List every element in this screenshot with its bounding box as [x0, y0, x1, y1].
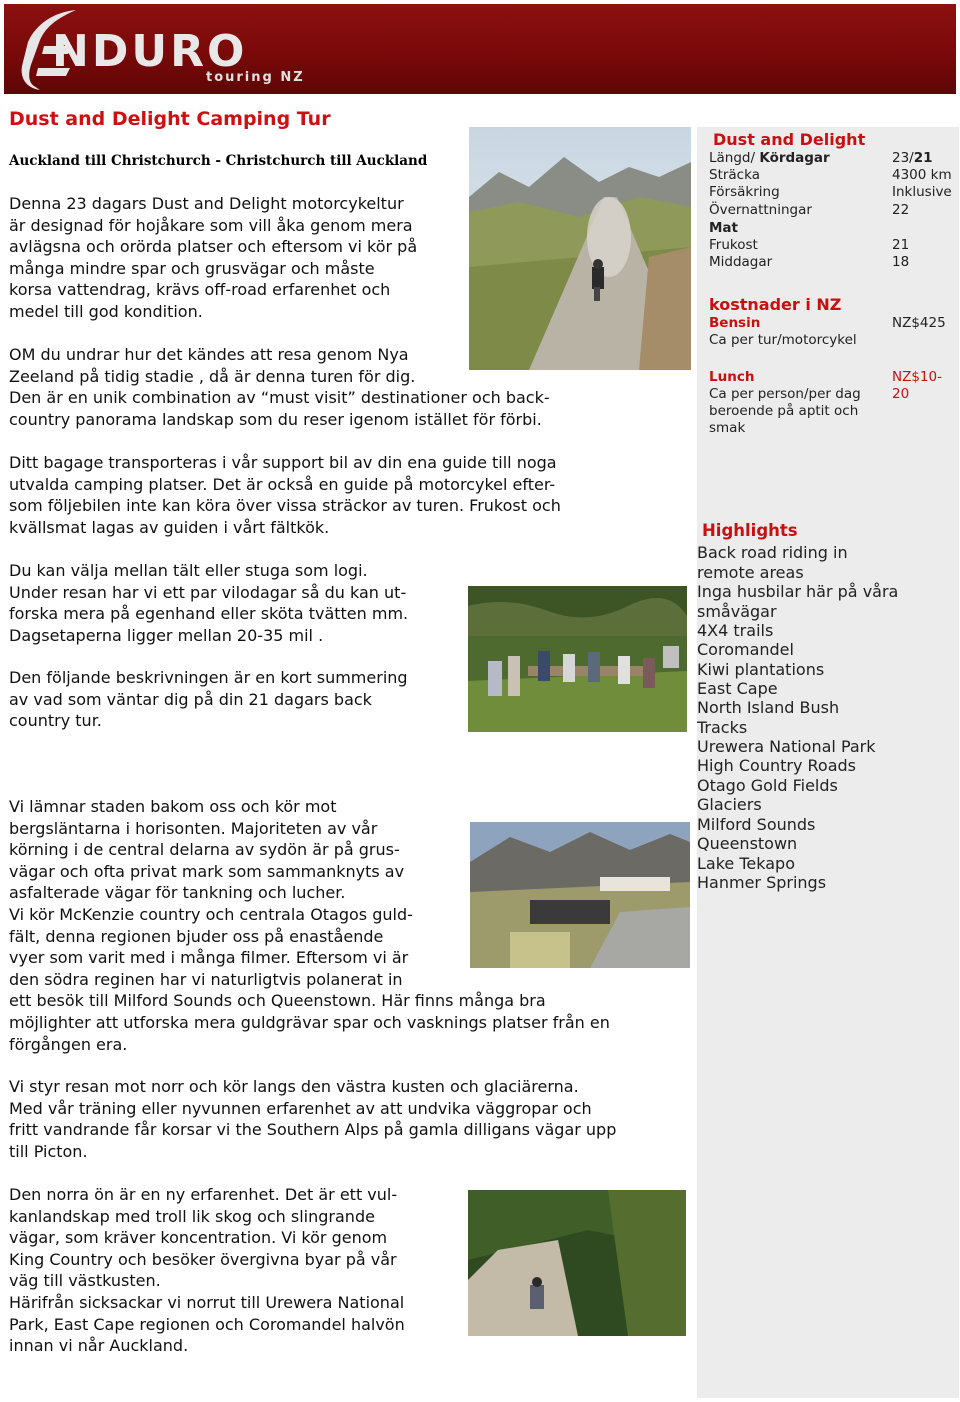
header-banner [4, 4, 956, 94]
early-nz-paragraph: OM du undrar hur det kändes att resa genom Nya Zeeland på tidig stadie , då är denna turen för dig. Den är en unik combination av “must visit” destinationer och back- country panorama landskap som du reser igenom istället för förbi. [9, 345, 550, 429]
info-row-length-value: 23/21 [892, 150, 933, 166]
highlight-item: High Country Roads [697, 756, 856, 775]
intro-paragraph: Denna 23 dagars Dust and Delight motorcykeltur är designad för hojåkare som vill åka genom mera avlägsna och orörda platser och eftersom vi kör på många mindre spar och grusvägar och måste korsa vattendrag, krävs off-road erfarenhet och medel till god kondition. [9, 194, 418, 321]
info-row-length-label: Längd/ Kördagar [709, 150, 830, 166]
highlight-item: North Island Bush Tracks [697, 698, 840, 737]
highlight-item: Otago Gold Fields [697, 776, 838, 795]
west-coast-paragraph: Vi styr resan mot norr och kör langs den västra kusten och glaciärerna. Med vår träning eller nyvunnen erfarenhet av att undvika väggropar och fritt vandrande får korsar vi the Southern Alps på gamla dilligans vägar upp till Picton. [9, 1077, 617, 1161]
summary-paragraph: Den följande beskrivningen är en kort summering av vad som väntar dig på din 21 dagars back country tur. [9, 668, 408, 731]
highlight-item: Coromandel [697, 640, 794, 659]
costs-heading: kostnader i NZ [709, 295, 842, 314]
info-lunch-note: Ca per person/per dag beroende på aptit och smak [709, 386, 861, 436]
bikes-and-sheep-photo [470, 822, 690, 968]
south-island-paragraph: Vi lämnar staden bakom oss och kör mot bergsläntarna i horisonten. Majoriteten av vår körning i de central delarna av sydön är på grus- vägar och ofta privat mark som sammanknyts av asfalterade vägar för tankning och lucher. Vi kör McKenzie country och centrala Otagos guld- fält, denna regionen bjuder oss på enastående vyer som varit med i många filmer. Eftersom vi är den södra reginen har vi naturligtvis polanerat in ett besök till Milford Sounds och Queenstown. Här finns många bra möjlighter att utforska mera guldgrävar spar och vasknings platser från en förgången era. [9, 797, 610, 1054]
picnic-group-photo [468, 586, 687, 732]
infobox-heading: Dust and Delight [713, 130, 866, 149]
info-mat-label: Mat [709, 220, 738, 236]
info-lunch-value: NZ$10- 20 [892, 369, 942, 402]
page-title: Dust and Delight Camping Tur [9, 108, 331, 130]
lodging-paragraph: Du kan välja mellan tält eller stuga som logi. Under resan har vi ett par vilodagar så du kan ut- forska mera på egenhand eller sköta tvätten mm. Dagsetaperna ligger mellan 20-35 mil . [9, 561, 409, 645]
info-lunch-label: Lunch [709, 369, 755, 385]
info-fuel-note: Ca per tur/motorcykel [709, 332, 857, 348]
luggage-paragraph: Ditt bagage transporteras i vår support bil av din ena guide till noga utvalda camping platser. Det är också en guide på motorcykel efter- som följebilen inte kan köra över vissa sträckor av turen. Frukost och kvällsmat lagas av guiden i vårt fältkök. [9, 453, 561, 537]
info-dinner-value: 18 [892, 254, 910, 270]
route-subtitle: Auckland till Christchurch - Christchurch till Auckland [9, 153, 428, 169]
info-fuel-value: NZ$425 [892, 315, 946, 331]
highlight-item: Hanmer Springs [697, 873, 827, 892]
gravel-road-rider-photo [469, 127, 691, 370]
info-row-nights-label: Övernattningar [709, 202, 812, 218]
highlight-item: Milford Sounds [697, 815, 816, 834]
highlight-item: Urewera National Park [697, 737, 876, 756]
info-row-nights-value: 22 [892, 202, 910, 218]
highlight-item: Queenstown [697, 834, 798, 853]
highlight-item: Kiwi plantations [697, 660, 825, 679]
logo-subtitle: touring NZ [206, 70, 305, 85]
highlight-item: 4X4 trails [697, 621, 774, 640]
info-dinner-label: Middagar [709, 254, 773, 270]
logo-text: NDURO [52, 26, 248, 77]
highlight-item: Lake Tekapo [697, 854, 795, 873]
info-fuel-label: Bensin [709, 315, 761, 331]
highlight-item: Inga husbilar här på våra småvägar [697, 582, 899, 621]
highlights-heading: Highlights [702, 521, 798, 540]
highlight-item: East Cape [697, 679, 778, 698]
highlight-item: Glaciers [697, 795, 762, 814]
info-row-insurance-value: Inklusive [892, 184, 952, 200]
highlight-item: Back road riding in remote areas [697, 543, 848, 582]
info-row-insurance-label: Försäkring [709, 184, 780, 200]
forest-track-photo [468, 1190, 686, 1336]
info-row-distance-label: Sträcka [709, 167, 760, 183]
info-breakfast-value: 21 [892, 237, 910, 253]
north-island-paragraph: Den norra ön är en ny erfarenhet. Det är ett vul- kanlandskap med troll lik skog och slingrande vägar, som kräver koncentration. Vi kör genom King Country och besöker övergivna byar på vår väg till västkusten. Härifrån sicksackar vi norrut till Urewera National Park, East Cape regionen och Coromandel halvön innan vi når Auckland. [9, 1185, 405, 1356]
info-row-distance-value: 4300 km [892, 167, 952, 183]
info-breakfast-label: Frukost [709, 237, 758, 253]
